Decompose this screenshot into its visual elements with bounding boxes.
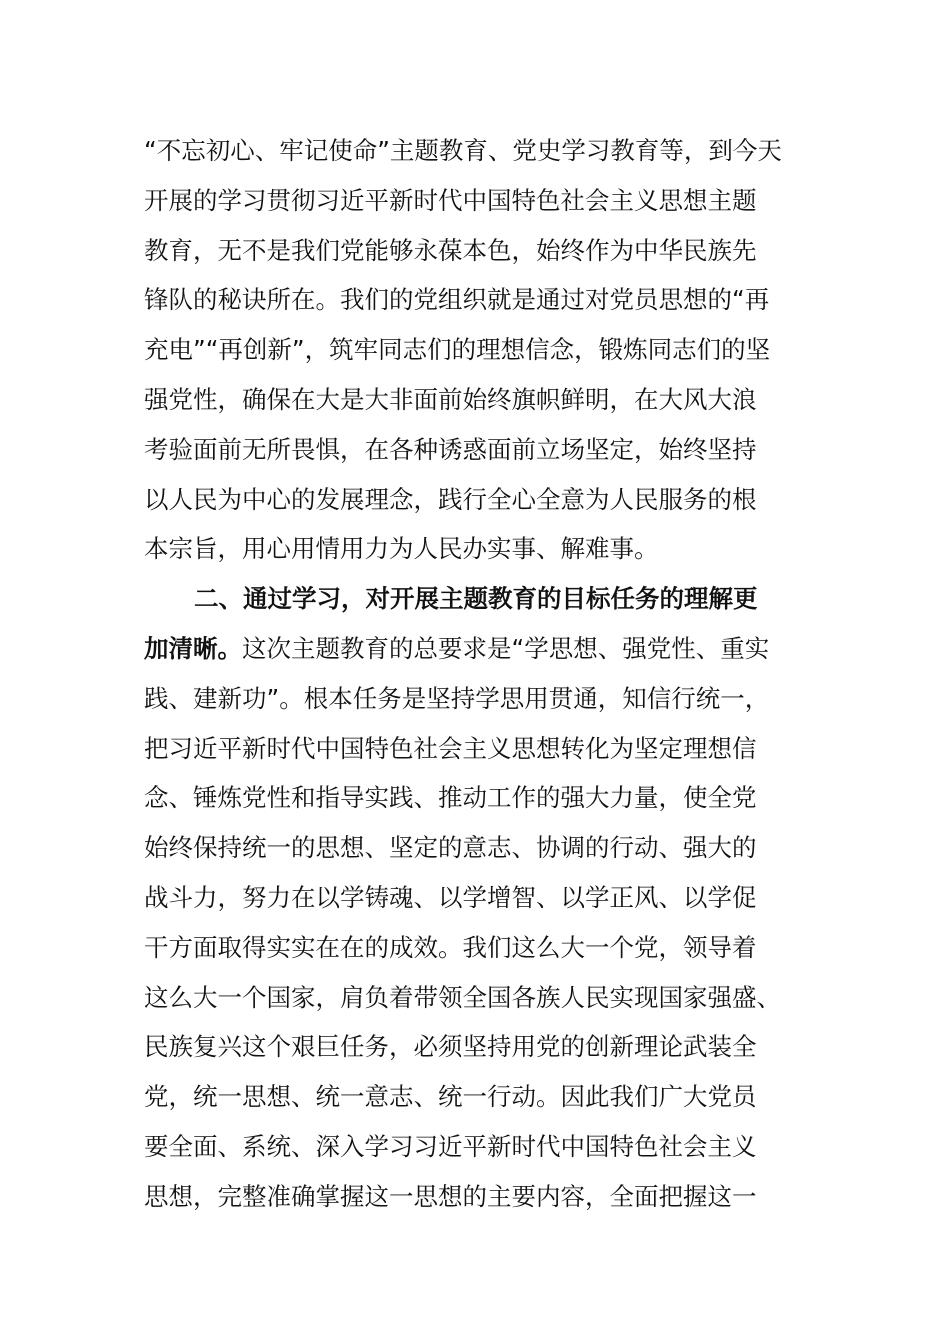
- text-segment: 把习近平新时代中国特色社会主义思想转化为坚定理想信: [144, 733, 757, 763]
- text-segment: 民族复兴这个艰巨任务，必须坚持用党的创新理论武装全: [144, 1032, 757, 1062]
- text-line: [144, 1122, 806, 1172]
- body-text: [144, 126, 806, 1222]
- text-segment: 开展的学习贯彻习近平新时代中国特色社会主义思想主题: [144, 185, 757, 215]
- text-segment: 思想，完整准确掌握这一思想的主要内容，全面把握这一: [144, 1181, 757, 1211]
- text-line: [144, 1022, 806, 1072]
- text-segment: 考验面前无所畏惧，在各种诱惑面前立场坚定，始终坚持: [144, 434, 757, 464]
- text-segment: 教育，无不是我们党能够永葆本色，始终作为中华民族先: [144, 235, 757, 265]
- text-line: [144, 923, 806, 973]
- text-segment: 强党性，确保在大是大非面前始终旗帜鲜明，在大风大浪: [144, 384, 757, 414]
- text-line: [144, 873, 806, 923]
- text-segment: 念、锤炼党性和指导实践、推动工作的强大力量，使全党: [144, 783, 757, 813]
- section-heading-line: [144, 574, 806, 624]
- text-segment: 战斗力，努力在以学铸魂、以学增智、以学正风、以学促: [144, 882, 757, 912]
- text-line: [144, 674, 806, 724]
- bold-text-segment: 二、通过学习，对开展主题教育的目标任务的理解更: [194, 584, 758, 614]
- text-line: [144, 1072, 806, 1122]
- text-line: [144, 275, 806, 325]
- text-segment: 党，统一思想、统一意志、统一行动。因此我们广大党员: [144, 1082, 757, 1112]
- text-segment: “不忘初心、牢记使命”主题教育、党史学习教育等，到今天: [144, 136, 782, 165]
- text-line: [144, 773, 806, 823]
- text-line: [144, 823, 806, 873]
- text-segment: 充电”“再创新”，筑牢同志们的理想信念，锻炼同志们的坚: [144, 335, 771, 365]
- text-line: [144, 1172, 806, 1222]
- text-segment: 锋队的秘诀所在。我们的党组织就是通过对党员思想的“再: [144, 285, 770, 315]
- text-line: [144, 126, 806, 176]
- text-line: [144, 724, 806, 774]
- text-segment: 要全面、系统、深入学习习近平新时代中国特色社会主义: [144, 1131, 757, 1161]
- text-line: [144, 325, 806, 375]
- text-segment: 这么大一个国家，肩负着带领全国各族人民实现国家强盛、: [144, 982, 781, 1012]
- text-segment: 本宗旨，用心用情用力为人民办实事、解难事。: [144, 534, 659, 564]
- text-segment: 干方面取得实实在在的成效。我们这么大一个党，领导着: [144, 932, 757, 962]
- text-line: [144, 176, 806, 226]
- text-line: [144, 524, 806, 574]
- text-segment: 始终保持统一的思想、坚定的意志、协调的行动、强大的: [144, 833, 757, 863]
- text-segment: 以人民为中心的发展理念，践行全心全意为人民服务的根: [144, 484, 757, 514]
- text-segment: 践、建新功”。根本任务是坚持学思用贯通，知信行统一，: [144, 683, 770, 713]
- text-line: [144, 624, 806, 674]
- bold-text-segment: 加清晰。: [144, 633, 242, 663]
- text-segment: 这次主题教育的总要求是“学思想、强党性、重实: [242, 633, 770, 663]
- text-line: [144, 475, 806, 525]
- text-line: [144, 375, 806, 425]
- text-line: [144, 425, 806, 475]
- text-line: [144, 226, 806, 276]
- text-line: [144, 973, 806, 1023]
